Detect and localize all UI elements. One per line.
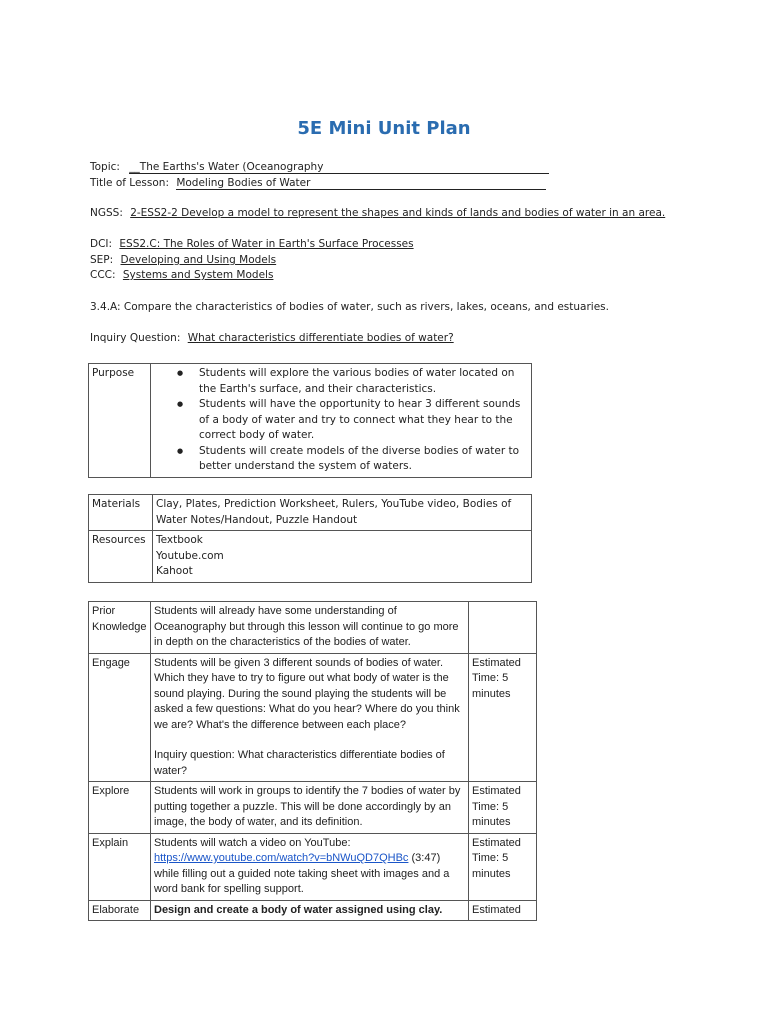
prior-time <box>469 602 537 654</box>
purpose-bullet: ● Students will create models of the diverse bodies of water to better understand the system of waters. <box>154 444 528 475</box>
explain-text-after: (3:47) while filling out a guided note taking sheet with images and a word bank for spelling support. <box>154 852 450 895</box>
ngss-value: 2-ESS2-2 Develop a model to represent the shapes and kinds of lands and bodies of water in an area. <box>130 207 666 219</box>
prior-text: Students will already have some understanding of Oceanography but through this lesson will continue to go more in depth on the characteristics of the bodies of water. <box>151 602 469 654</box>
elaborate-text: Design and create a body of water assigned using clay. <box>151 900 469 921</box>
topic-line <box>90 160 549 174</box>
dci-value: ESS2.C: The Roles of Water in Earth's Surface Processes <box>119 238 414 250</box>
resource-item: Youtube.com <box>156 549 224 562</box>
resource-item: Textbook <box>156 534 203 546</box>
materials-label: Materials <box>89 495 153 531</box>
ngss-line <box>90 206 665 220</box>
purpose-label: Purpose <box>89 364 151 478</box>
engage-inquiry: Inquiry question: What characteristics differentiate bodies of water? <box>154 749 445 777</box>
ccc-line <box>90 268 273 282</box>
purpose-bullet: ● Students will explore the various bodies of water located on the Earth's surface, and their characteristics. <box>154 366 528 397</box>
ngss-label: NGSS: <box>90 207 123 219</box>
lesson-title-line <box>90 176 546 190</box>
standard-line: 3.4.A: Compare the characteristics of bodies of water, such as rivers, lakes, oceans, and estuaries. <box>90 301 609 313</box>
purpose-bullets <box>154 366 528 475</box>
explore-row <box>89 782 537 834</box>
materials-table <box>88 494 532 583</box>
dci-line <box>90 237 414 251</box>
prior-row <box>89 602 537 654</box>
explain-text: Students will watch a video on YouTube: <box>154 836 351 849</box>
prior-label: Prior Knowledge <box>89 602 151 654</box>
sep-label: SEP: <box>90 254 114 266</box>
resources-label: Resources <box>89 531 153 583</box>
purpose-table <box>88 363 532 478</box>
inquiry-label: Inquiry Question: <box>90 332 181 344</box>
resources-row <box>89 531 532 583</box>
dci-label: DCI: <box>90 238 113 250</box>
purpose-content <box>151 364 532 478</box>
engage-time: Estimated Time: 5 minutes <box>469 653 537 782</box>
ccc-value: Systems and System Models <box>122 269 274 281</box>
explain-content <box>151 833 469 900</box>
explain-label: Explain <box>89 833 151 900</box>
lesson-title-value: Modeling Bodies of Water <box>176 177 546 190</box>
materials-row <box>89 495 532 531</box>
inquiry-line <box>90 331 454 345</box>
engage-content <box>151 653 469 782</box>
lesson-title-label: Title of Lesson: <box>90 177 169 189</box>
page-title: 5E Mini Unit Plan <box>297 118 471 139</box>
purpose-row <box>89 364 532 478</box>
resources-list <box>153 531 532 583</box>
explain-time: Estimated Time: 5 minutes <box>469 833 537 900</box>
engage-text: Students will be given 3 different sounds of bodies of water. Which they have to try to figure out what body of water is the sound playing. During the sound playing the students will be asked a few questions: What do you hear? Where do you think we are? What's the difference between each place? <box>154 656 460 731</box>
engage-row <box>89 653 537 782</box>
explore-time: Estimated Time: 5 minutes <box>469 782 537 834</box>
materials-value: Clay, Plates, Prediction Worksheet, Rulers, YouTube video, Bodies of Water Notes/Handout, Puzzle Handout <box>153 495 532 531</box>
elaborate-row <box>89 900 537 921</box>
explain-row <box>89 833 537 900</box>
ccc-label: CCC: <box>90 269 116 281</box>
youtube-link[interactable]: https://www.youtube.com/watch?v=bNWuQD7QHBc <box>154 852 409 864</box>
explore-label: Explore <box>89 782 151 834</box>
resource-item: Kahoot <box>156 565 193 577</box>
purpose-bullet: ● Students will have the opportunity to hear 3 different sounds of a body of water and try to connect what they hear to the correct body of water. <box>154 397 528 444</box>
topic-label: Topic: <box>90 161 120 173</box>
sep-line <box>90 253 276 267</box>
lesson-table <box>88 601 537 921</box>
sep-value: Developing and Using Models <box>120 254 277 266</box>
inquiry-value: What characteristics differentiate bodies of water? <box>187 332 454 344</box>
elaborate-time: Estimated <box>469 900 537 921</box>
topic-value: __The Earths's Water (Oceanography <box>129 161 549 174</box>
explore-text: Students will work in groups to identify the 7 bodies of water by putting together a puzzle. This will be done accordingly by an image, the body of water, and its definition. <box>151 782 469 834</box>
engage-label: Engage <box>89 653 151 782</box>
elaborate-label: Elaborate <box>89 900 151 921</box>
